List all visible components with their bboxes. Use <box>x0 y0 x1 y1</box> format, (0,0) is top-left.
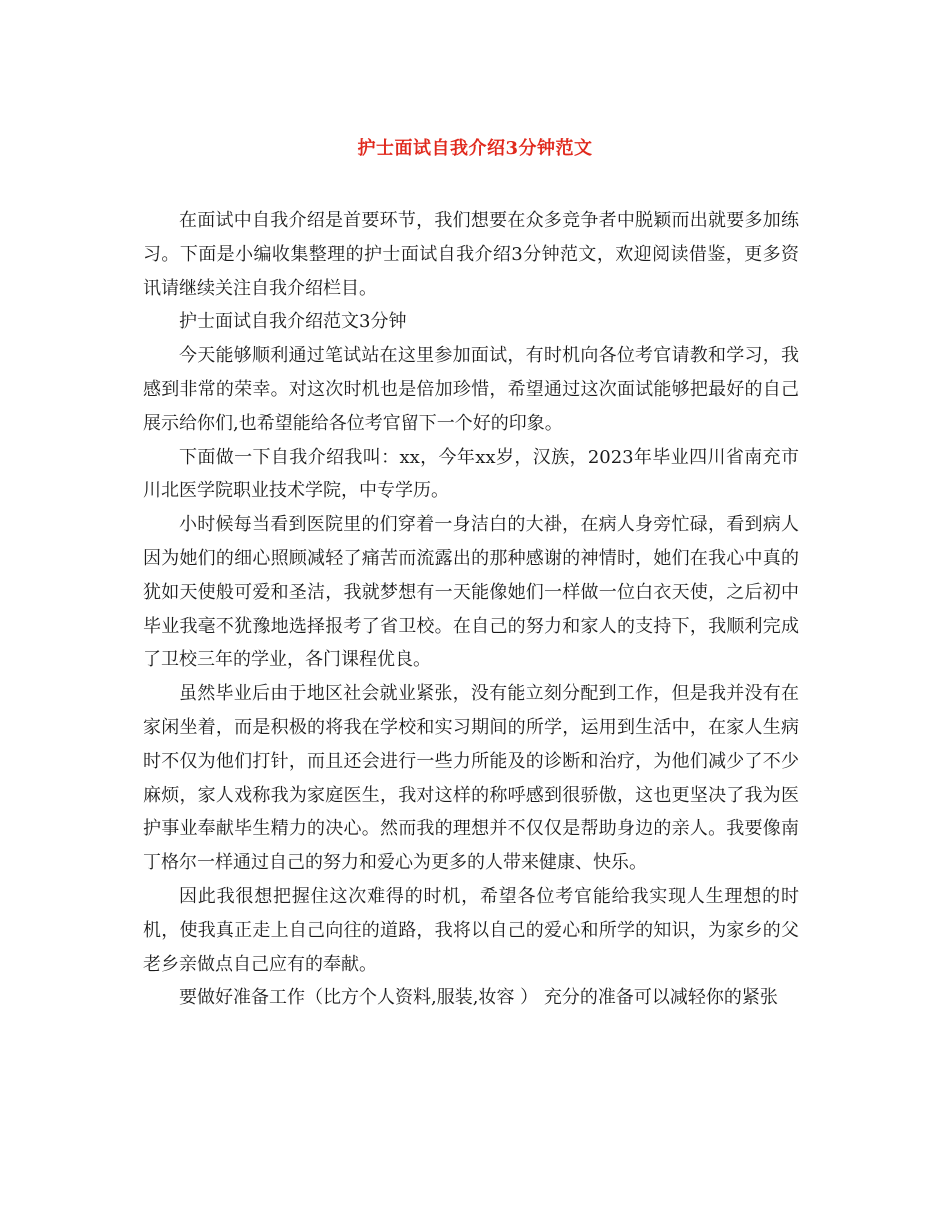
greeting-paragraph: 今天能够顺利通过笔试站在这里参加面试，有时机向各位考官请教和学习，我感到非常的荣幸。对这次时机也是倍加珍惜，希望通过这次面试能够把最好的自己展示给你们,也希望能给各位考官留下一个好的印象。 <box>143 345 799 434</box>
aspiration-paragraph: 因此我很想把握住这次难得的时机，希望各位考官能给我实现人生理想的时机，使我真正走上自己向往的道路，我将以自己的爱心和所学的知识，为家乡的父老乡亲做点自己应有的奉献。 <box>143 885 799 975</box>
intro-paragraph: 在面试中自我介绍是首要环节，我们想要在众多竞争者中脱颖而出就要多加练习。下面是小编收集整理的护士面试自我介绍3分钟范文，欢迎阅读借鉴，更多资讯请继续关注自我介绍栏目。 <box>143 210 799 299</box>
document-title: 护士面试自我介绍3分钟范文 <box>357 138 593 159</box>
experience-paragraph: 虽然毕业后由于地区社会就业紧张，没有能立刻分配到工作，但是我并没有在家闲坐着，而是积极的将我在学校和实习期间的所学，运用到生活中，在家人生病时不仅为他们打针，而且还会进行一些力所能及的诊断和治疗，为他们减少了不少麻烦，家人戏称我为家庭医生，我对这样的称呼感到很骄傲，这也更坚决了我为医护事业奉献毕生精力的决心。然而我的理想并不仅仅是帮助身边的亲人。我要像南丁格尔一样通过自己的努力和爱心为更多的人带来健康、快乐。 <box>143 683 799 874</box>
preparation-paragraph: 要做好准备工作（比方个人资料,服装,妆容 ） 充分的准备可以减轻你的紧张 <box>179 987 778 1009</box>
childhood-paragraph: 小时候每当看到医院里的们穿着一身洁白的大褂，在病人身旁忙碌，看到病人因为她们的细心照顾减轻了痛苦而流露出的那种感谢的神情时，她们在我心中真的犹如天使般可爱和圣洁，我就梦想有一天能像她们一样做一位白衣天使，之后初中毕业我毫不犹豫地选择报考了省卫校。在自己的努力和家人的支持下，我顺利完成了卫校三年的学业，各门课程优良。 <box>143 514 799 671</box>
section-heading: 护士面试自我介绍范文3分钟 <box>179 311 407 333</box>
personal-info-paragraph: 下面做一下自我介绍我叫：xx，今年xx岁，汉族，2023年毕业四川省南充市川北医学院职业技术学院，中专学历。 <box>143 446 799 502</box>
document-body <box>143 204 799 1015</box>
